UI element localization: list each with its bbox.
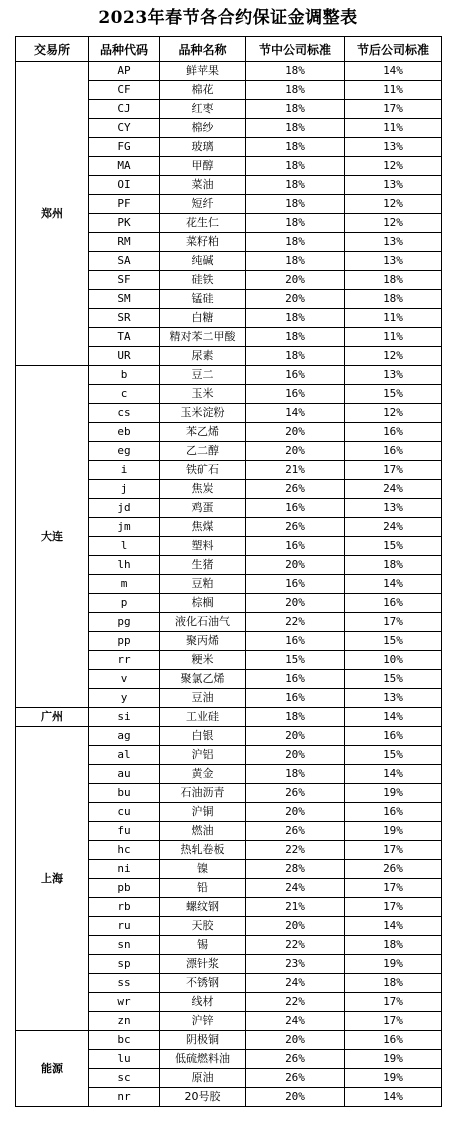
product-name: 线材 — [160, 993, 246, 1012]
product-code: m — [89, 575, 160, 594]
holiday-margin: 18% — [246, 233, 345, 252]
product-code: sn — [89, 936, 160, 955]
exchange-cell: 郑州 — [16, 62, 89, 366]
holiday-margin: 21% — [246, 898, 345, 917]
post-holiday-margin: 11% — [345, 309, 442, 328]
product-code: ss — [89, 974, 160, 993]
product-name: 阴极铜 — [160, 1031, 246, 1050]
post-holiday-margin: 12% — [345, 404, 442, 423]
product-name: 苯乙烯 — [160, 423, 246, 442]
holiday-margin: 18% — [246, 157, 345, 176]
product-name: 硅铁 — [160, 271, 246, 290]
post-holiday-margin: 18% — [345, 290, 442, 309]
post-holiday-margin: 17% — [345, 461, 442, 480]
holiday-margin: 16% — [246, 632, 345, 651]
product-code: sc — [89, 1069, 160, 1088]
holiday-margin: 22% — [246, 613, 345, 632]
holiday-margin: 18% — [246, 347, 345, 366]
header-name: 品种名称 — [160, 37, 246, 62]
post-holiday-margin: 15% — [345, 537, 442, 556]
post-holiday-margin: 19% — [345, 784, 442, 803]
product-name: 天胶 — [160, 917, 246, 936]
holiday-margin: 18% — [246, 328, 345, 347]
product-code: au — [89, 765, 160, 784]
product-name: 尿素 — [160, 347, 246, 366]
post-holiday-margin: 15% — [345, 670, 442, 689]
exchange-cell: 能源 — [16, 1031, 89, 1107]
product-name: 螺纹钢 — [160, 898, 246, 917]
holiday-margin: 16% — [246, 366, 345, 385]
post-holiday-margin: 13% — [345, 138, 442, 157]
holiday-margin: 26% — [246, 822, 345, 841]
post-holiday-margin: 11% — [345, 81, 442, 100]
exchange-cell: 广州 — [16, 708, 89, 727]
product-name: 铅 — [160, 879, 246, 898]
post-holiday-margin: 16% — [345, 803, 442, 822]
holiday-margin: 26% — [246, 1050, 345, 1069]
holiday-margin: 18% — [246, 195, 345, 214]
product-code: UR — [89, 347, 160, 366]
post-holiday-margin: 13% — [345, 366, 442, 385]
post-holiday-margin: 14% — [345, 765, 442, 784]
product-code: RM — [89, 233, 160, 252]
holiday-margin: 16% — [246, 689, 345, 708]
holiday-margin: 18% — [246, 214, 345, 233]
product-name: 黄金 — [160, 765, 246, 784]
holiday-margin: 24% — [246, 1012, 345, 1031]
product-name: 精对苯二甲酸 — [160, 328, 246, 347]
holiday-margin: 18% — [246, 138, 345, 157]
post-holiday-margin: 18% — [345, 974, 442, 993]
holiday-margin: 20% — [246, 271, 345, 290]
product-code: pg — [89, 613, 160, 632]
post-holiday-margin: 14% — [345, 1088, 442, 1107]
product-name: 沪铜 — [160, 803, 246, 822]
table-body — [16, 62, 442, 1107]
holiday-margin: 20% — [246, 594, 345, 613]
product-name: 甲醇 — [160, 157, 246, 176]
holiday-margin: 28% — [246, 860, 345, 879]
holiday-margin: 20% — [246, 423, 345, 442]
product-code: bc — [89, 1031, 160, 1050]
product-name: 棉花 — [160, 81, 246, 100]
holiday-margin: 18% — [246, 119, 345, 138]
holiday-margin: 24% — [246, 974, 345, 993]
post-holiday-margin: 12% — [345, 347, 442, 366]
product-code: l — [89, 537, 160, 556]
post-holiday-margin: 16% — [345, 1031, 442, 1050]
product-name: 石油沥青 — [160, 784, 246, 803]
product-name: 沪锌 — [160, 1012, 246, 1031]
product-code: fu — [89, 822, 160, 841]
product-code: pb — [89, 879, 160, 898]
product-code: j — [89, 480, 160, 499]
table-row — [16, 708, 442, 727]
table-row — [16, 1031, 442, 1050]
holiday-margin: 16% — [246, 670, 345, 689]
post-holiday-margin: 12% — [345, 195, 442, 214]
product-code: zn — [89, 1012, 160, 1031]
product-name: 聚丙烯 — [160, 632, 246, 651]
product-name: 花生仁 — [160, 214, 246, 233]
post-holiday-margin: 17% — [345, 613, 442, 632]
product-code: CJ — [89, 100, 160, 119]
product-name: 沪铝 — [160, 746, 246, 765]
product-code: lu — [89, 1050, 160, 1069]
product-name: 低硫燃料油 — [160, 1050, 246, 1069]
product-code: bu — [89, 784, 160, 803]
post-holiday-margin: 19% — [345, 1069, 442, 1088]
holiday-margin: 20% — [246, 556, 345, 575]
holiday-margin: 26% — [246, 480, 345, 499]
product-name: 镍 — [160, 860, 246, 879]
product-code: SA — [89, 252, 160, 271]
post-holiday-margin: 17% — [345, 841, 442, 860]
post-holiday-margin: 26% — [345, 860, 442, 879]
product-code: PF — [89, 195, 160, 214]
post-holiday-margin: 14% — [345, 917, 442, 936]
post-holiday-margin: 13% — [345, 689, 442, 708]
product-code: eg — [89, 442, 160, 461]
header-row — [16, 37, 442, 62]
post-holiday-margin: 19% — [345, 955, 442, 974]
holiday-margin: 16% — [246, 537, 345, 556]
product-code: jd — [89, 499, 160, 518]
holiday-margin: 16% — [246, 499, 345, 518]
product-code: ni — [89, 860, 160, 879]
post-holiday-margin: 15% — [345, 746, 442, 765]
product-code: CY — [89, 119, 160, 138]
product-name: 液化石油气 — [160, 613, 246, 632]
product-name: 白银 — [160, 727, 246, 746]
post-holiday-margin: 10% — [345, 651, 442, 670]
holiday-margin: 22% — [246, 993, 345, 1012]
post-holiday-margin: 15% — [345, 385, 442, 404]
post-holiday-margin: 15% — [345, 632, 442, 651]
post-holiday-margin: 24% — [345, 480, 442, 499]
post-holiday-margin: 18% — [345, 271, 442, 290]
holiday-margin: 18% — [246, 62, 345, 81]
post-holiday-margin: 13% — [345, 176, 442, 195]
product-code: p — [89, 594, 160, 613]
product-code: ag — [89, 727, 160, 746]
product-name: 菜籽粕 — [160, 233, 246, 252]
product-code: FG — [89, 138, 160, 157]
holiday-margin: 21% — [246, 461, 345, 480]
product-code: ru — [89, 917, 160, 936]
post-holiday-margin: 13% — [345, 499, 442, 518]
holiday-margin: 24% — [246, 879, 345, 898]
holiday-margin: 18% — [246, 100, 345, 119]
holiday-margin: 15% — [246, 651, 345, 670]
product-name: 红枣 — [160, 100, 246, 119]
holiday-margin: 16% — [246, 575, 345, 594]
product-name: 20号胶 — [160, 1088, 246, 1107]
product-name: 纯碱 — [160, 252, 246, 271]
post-holiday-margin: 16% — [345, 594, 442, 613]
product-code: c — [89, 385, 160, 404]
holiday-margin: 20% — [246, 1031, 345, 1050]
product-name: 菜油 — [160, 176, 246, 195]
post-holiday-margin: 14% — [345, 708, 442, 727]
product-name: 锡 — [160, 936, 246, 955]
post-holiday-margin: 11% — [345, 328, 442, 347]
product-code: OI — [89, 176, 160, 195]
holiday-margin: 22% — [246, 841, 345, 860]
holiday-margin: 16% — [246, 385, 345, 404]
product-code: sp — [89, 955, 160, 974]
product-code: SF — [89, 271, 160, 290]
post-holiday-margin: 16% — [345, 727, 442, 746]
product-name: 粳米 — [160, 651, 246, 670]
product-code: MA — [89, 157, 160, 176]
product-code: PK — [89, 214, 160, 233]
post-holiday-margin: 17% — [345, 898, 442, 917]
product-code: lh — [89, 556, 160, 575]
holiday-margin: 20% — [246, 917, 345, 936]
post-holiday-margin: 24% — [345, 518, 442, 537]
product-code: si — [89, 708, 160, 727]
holiday-margin: 18% — [246, 176, 345, 195]
holiday-margin: 20% — [246, 290, 345, 309]
product-name: 豆二 — [160, 366, 246, 385]
product-code: jm — [89, 518, 160, 537]
product-name: 工业硅 — [160, 708, 246, 727]
header-during-holiday: 节中公司标准 — [246, 37, 345, 62]
product-name: 鸡蛋 — [160, 499, 246, 518]
header-code: 品种代码 — [89, 37, 160, 62]
table-row — [16, 727, 442, 746]
product-name: 短纤 — [160, 195, 246, 214]
post-holiday-margin: 14% — [345, 62, 442, 81]
product-code: cs — [89, 404, 160, 423]
table-title: 2023年春节各合约保证金调整表 — [98, 8, 358, 28]
product-name: 玉米 — [160, 385, 246, 404]
post-holiday-margin: 17% — [345, 1012, 442, 1031]
holiday-margin: 26% — [246, 1069, 345, 1088]
product-code: TA — [89, 328, 160, 347]
holiday-margin: 26% — [246, 518, 345, 537]
product-code: SM — [89, 290, 160, 309]
product-name: 棕榈 — [160, 594, 246, 613]
holiday-margin: 20% — [246, 803, 345, 822]
post-holiday-margin: 18% — [345, 556, 442, 575]
product-name: 聚氯乙烯 — [160, 670, 246, 689]
holiday-margin: 14% — [246, 404, 345, 423]
product-name: 乙二醇 — [160, 442, 246, 461]
holiday-margin: 22% — [246, 936, 345, 955]
product-code: SR — [89, 309, 160, 328]
product-code: b — [89, 366, 160, 385]
holiday-margin: 23% — [246, 955, 345, 974]
product-name: 原油 — [160, 1069, 246, 1088]
holiday-margin: 20% — [246, 727, 345, 746]
product-name: 焦炭 — [160, 480, 246, 499]
product-name: 不锈钢 — [160, 974, 246, 993]
holiday-margin: 18% — [246, 81, 345, 100]
post-holiday-margin: 17% — [345, 879, 442, 898]
post-holiday-margin: 19% — [345, 822, 442, 841]
post-holiday-margin: 11% — [345, 119, 442, 138]
post-holiday-margin: 17% — [345, 100, 442, 119]
holiday-margin: 18% — [246, 708, 345, 727]
header-exchange: 交易所 — [16, 37, 89, 62]
product-code: CF — [89, 81, 160, 100]
product-code: i — [89, 461, 160, 480]
product-name: 豆粕 — [160, 575, 246, 594]
holiday-margin: 20% — [246, 1088, 345, 1107]
holiday-margin: 18% — [246, 309, 345, 328]
product-code: hc — [89, 841, 160, 860]
table-row — [16, 62, 442, 81]
product-name: 铁矿石 — [160, 461, 246, 480]
exchange-cell: 大连 — [16, 366, 89, 708]
product-code: wr — [89, 993, 160, 1012]
product-name: 白糖 — [160, 309, 246, 328]
holiday-margin: 26% — [246, 784, 345, 803]
table-row — [16, 366, 442, 385]
product-name: 塑料 — [160, 537, 246, 556]
product-name: 热轧卷板 — [160, 841, 246, 860]
margin-table — [15, 36, 442, 1107]
exchange-cell: 上海 — [16, 727, 89, 1031]
post-holiday-margin: 13% — [345, 233, 442, 252]
product-code: rb — [89, 898, 160, 917]
post-holiday-margin: 12% — [345, 214, 442, 233]
product-code: rr — [89, 651, 160, 670]
product-name: 燃油 — [160, 822, 246, 841]
post-holiday-margin: 16% — [345, 442, 442, 461]
product-code: nr — [89, 1088, 160, 1107]
product-code: y — [89, 689, 160, 708]
product-name: 焦煤 — [160, 518, 246, 537]
post-holiday-margin: 13% — [345, 252, 442, 271]
product-name: 豆油 — [160, 689, 246, 708]
product-code: pp — [89, 632, 160, 651]
product-name: 鲜苹果 — [160, 62, 246, 81]
post-holiday-margin: 16% — [345, 423, 442, 442]
product-name: 锰硅 — [160, 290, 246, 309]
product-code: eb — [89, 423, 160, 442]
post-holiday-margin: 14% — [345, 575, 442, 594]
post-holiday-margin: 17% — [345, 993, 442, 1012]
holiday-margin: 20% — [246, 442, 345, 461]
header-after-holiday: 节后公司标准 — [345, 37, 442, 62]
product-code: al — [89, 746, 160, 765]
holiday-margin: 20% — [246, 746, 345, 765]
product-name: 棉纱 — [160, 119, 246, 138]
product-name: 玻璃 — [160, 138, 246, 157]
product-code: v — [89, 670, 160, 689]
holiday-margin: 18% — [246, 765, 345, 784]
holiday-margin: 18% — [246, 252, 345, 271]
post-holiday-margin: 18% — [345, 936, 442, 955]
post-holiday-margin: 12% — [345, 157, 442, 176]
product-name: 生猪 — [160, 556, 246, 575]
product-name: 漂针浆 — [160, 955, 246, 974]
product-code: cu — [89, 803, 160, 822]
product-name: 玉米淀粉 — [160, 404, 246, 423]
product-code: AP — [89, 62, 160, 81]
post-holiday-margin: 19% — [345, 1050, 442, 1069]
